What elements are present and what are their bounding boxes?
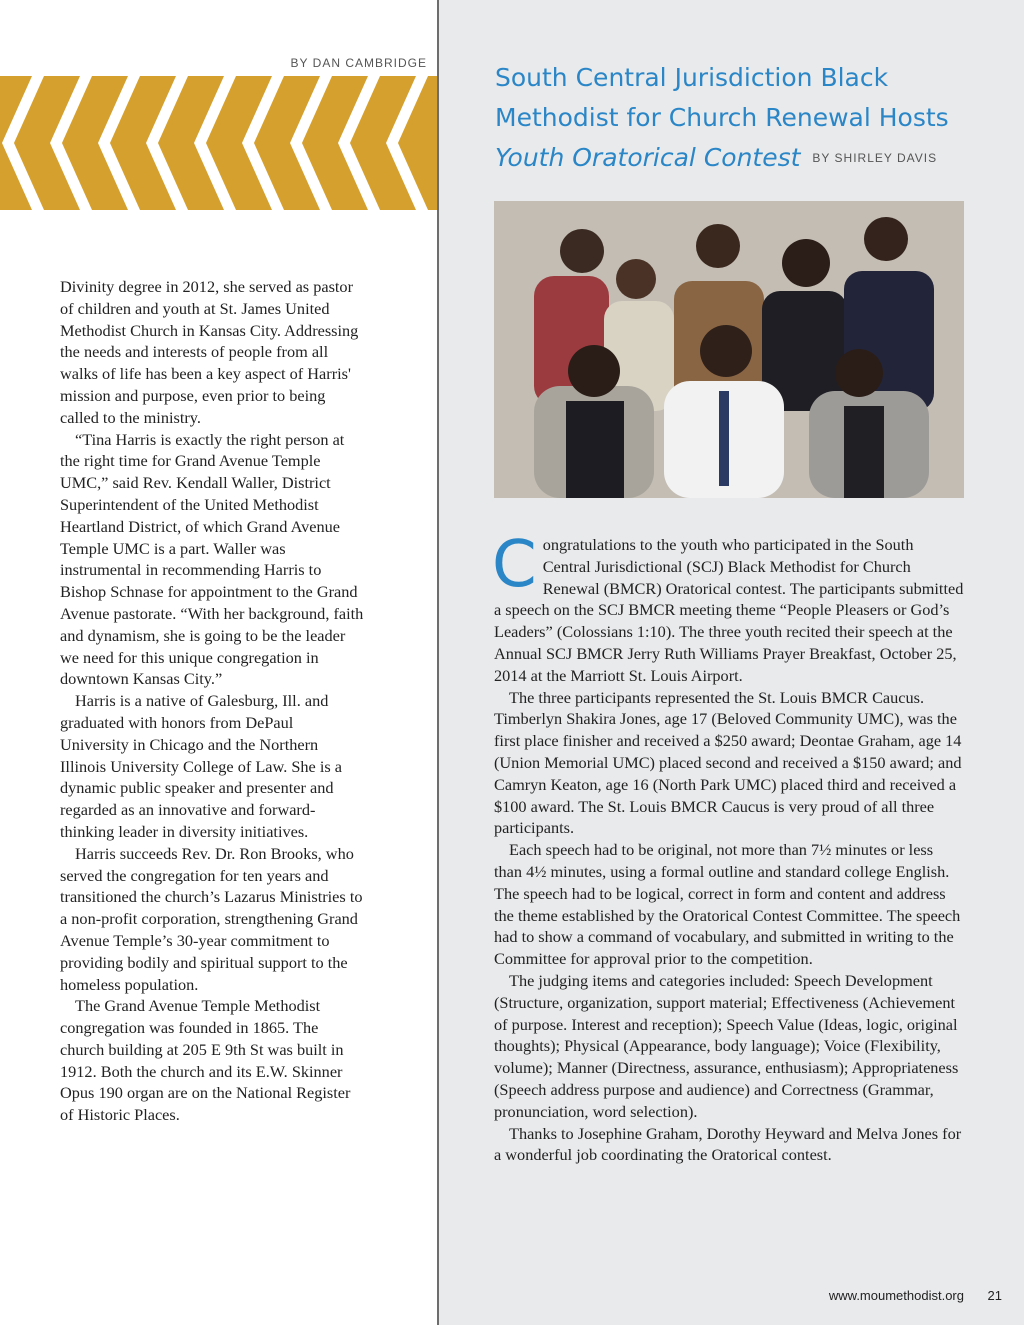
left-paragraph: The Grand Avenue Temple Methodist congregation was founded in 1865. The church building at 205 E 9th St was built in 1912. Both the church and its E.W. Skinner Opus 190 organ are on the National Register of Historic Places.: [60, 996, 351, 1125]
headline-italic-text: Youth Oratorical Contest: [495, 143, 801, 172]
left-byline: BY DAN CAMBRIDGE: [290, 56, 427, 70]
article-first-paragraph: [492, 528, 964, 687]
article-paragraph: Thanks to Josephine Graham, Dorothy Heyward and Melva Jones for a wonderful job coordinating the Oratorical contest.: [494, 1123, 962, 1165]
headline-line-2: Methodist for Church Renewal Hosts: [495, 103, 949, 132]
article-paragraph: The three participants represented the St. Louis BMCR Caucus. Timberlyn Shakira Jones, age 17 (Beloved Community UMC), was the first place finisher and received a $250 award; Deontae Graham, age 14 (Union Memorial UMC) placed second and received a $150 award; and Camryn Keaton, age 16 (North Park UMC) placed third and received a $100 award. The St. Louis BMCR Caucus is very proud of all three participants.: [494, 687, 962, 838]
article-paragraph: The judging items and categories included: Speech Development (Structure, organization, support material; Effectiveness (Achievement of purpose. Interest and reception); Speech Value (Ideas, logic, original thoughts); Physical (Appearance, body language); Voice (Flexibility, volume); Manner (Directness, assurance, enthusiasm); Appropriateness (Speech address purpose and audience) and Correctness (Grammar, pronunciation, word selection).: [494, 970, 959, 1121]
chevron-banner: [0, 76, 437, 210]
article-headline: [495, 58, 995, 178]
left-paragraph: Harris succeeds Rev. Dr. Ron Brooks, who served the congregation for ten years and transitioned the church’s Lazarus Ministries to a non-profit corporation, strengthening Grand Avenue Temple’s 30-year commitment to providing bodily and spiritual support to the homeless population.: [60, 843, 363, 994]
right-article-text: [492, 528, 964, 1166]
left-column: [0, 0, 437, 1325]
left-paragraph: Harris is a native of Galesburg, Ill. and graduated with honors from DePaul University in Chicago and the Northern Illinois University College of Law. She is a dynamic public speaker and presenter and regarded as an innovative and forward-thinking leader in diversity initiatives.: [60, 691, 343, 841]
footer-website-link[interactable]: www.moumethodist.org: [828, 1288, 964, 1303]
article-byline: BY SHIRLEY DAVIS: [812, 151, 938, 165]
article-paragraph: Each speech had to be original, not more than 7½ minutes or less than 4½ minutes, using a formal outline and standard college English. The speech had to be logical, correct in form and content and address the theme established by the Oratorical Contest Committee. The speech had to show a command of vocabulary, and submitted in writing to the Committee for approval prior to the competition.: [494, 840, 961, 969]
group-photo: [494, 201, 964, 498]
left-article-text: [60, 276, 365, 1126]
headline-line-3: [495, 138, 995, 178]
headline-line-1: South Central Jurisdiction Black: [495, 63, 889, 92]
left-paragraph: Divinity degree in 2012, she served as pastor of children and youth at St. James United Methodist Church in Kansas City. Addressing the needs and interests of people from all walks of life has been a key aspect of Harris' mission and purpose, even prior to being called to the ministry.: [60, 277, 359, 427]
left-paragraph: “Tina Harris is exactly the right person at the right time for Grand Avenue Temple UMC,” said Rev. Kendall Waller, District Superintendent of the United Methodist Heartland District, of which Grand Avenue Temple UMC is a part. Waller was instrumental in recommending Harris to Bishop Schnase for appointment to the Grand Avenue pastorate. “With her background, faith and dynamism, she is going to be the leader we need for this unique congregation in downtown Kansas City.”: [60, 429, 364, 689]
page-number: 21: [987, 1288, 1002, 1303]
first-paragraph-text: ongratulations to the youth who participated in the South Central Jurisdictional (SCJ) Black Methodist for Church Renewal (BMCR) Oratorical contest. The participants submitted a speech on the SCJ BMCR meeting theme “People Pleasers or God’s Leaders” (Colossians 1:10). The three youth recited their speech at the Annual SCJ BMCR Jerry Ruth Williams Prayer Breakfast, October 25, 2014 at the Marriott St. Louis Airport.: [494, 535, 964, 685]
drop-cap: C: [492, 528, 537, 602]
